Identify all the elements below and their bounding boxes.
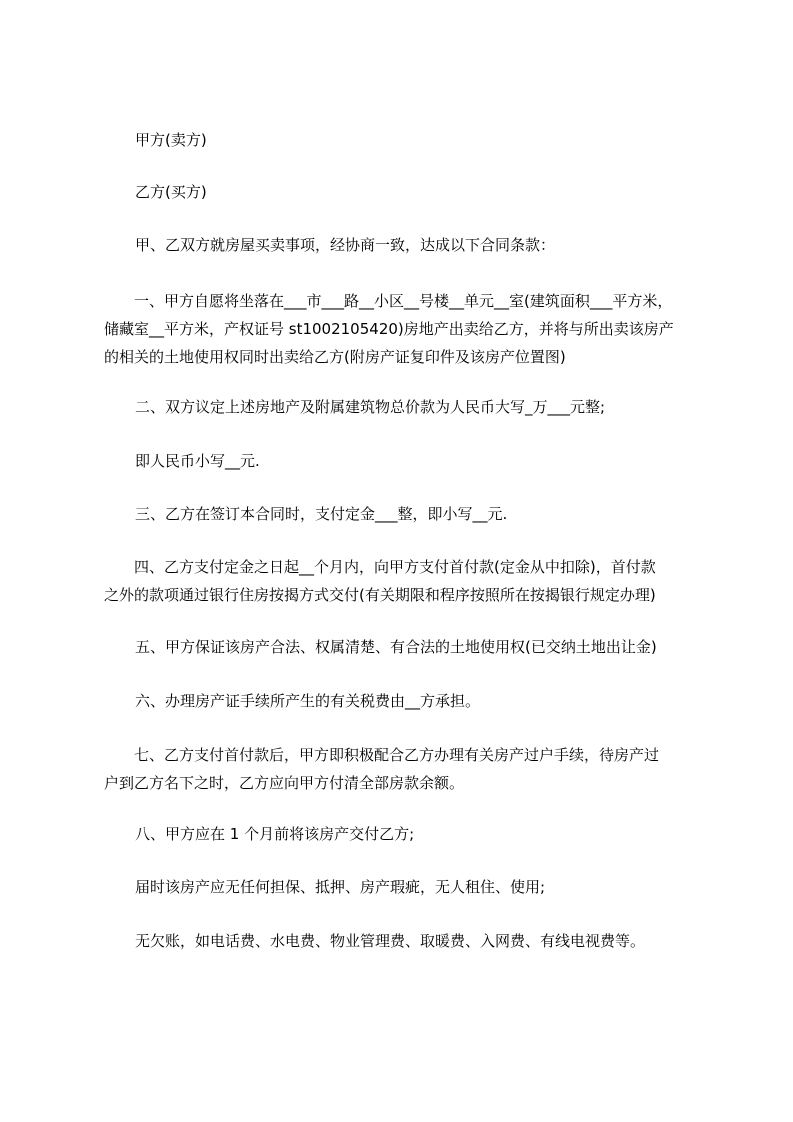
clause-6: 六、办理房产证手续所产生的有关税费由__方承担。 bbox=[135, 692, 481, 710]
clause-4 bbox=[104, 553, 709, 609]
clause-8-detail-1: 届时该房产应无任何担保、抵押、房产瑕疵，无人租住、使用; bbox=[135, 878, 546, 896]
clause-4-line-1: 四、乙方支付定金之日起__个月内，向甲方支付首付款(定金从中扣除)，首付款 bbox=[134, 558, 656, 576]
clause-1 bbox=[104, 287, 709, 371]
clause-7 bbox=[104, 741, 709, 797]
clause-7-line-2: 户到乙方名下之时，乙方应向甲方付清全部房款余额。 bbox=[104, 774, 465, 792]
clause-2: 二、双方议定上述房地产及附属建筑物总价款为人民币大写_万___元整; bbox=[135, 398, 606, 416]
clause-8-detail-2: 无欠账，如电话费、水电费、物业管理费、取暖费、入网费、有线电视费等。 bbox=[135, 932, 646, 950]
party-a-line: 甲方(卖方) bbox=[135, 131, 207, 149]
clause-3: 三、乙方在签订本合同时，支付定金___整，即小写__元. bbox=[135, 505, 508, 523]
clause-2-amount: 即人民币小写__元. bbox=[135, 452, 260, 470]
clause-7-line-1: 七、乙方支付首付款后，甲方即积极配合乙方办理有关房产过户手续，待房产过 bbox=[134, 746, 660, 764]
party-b-line: 乙方(买方) bbox=[135, 183, 207, 201]
clause-5: 五、甲方保证该房产合法、权属清楚、有合法的土地使用权(已交纳土地出让金) bbox=[135, 638, 657, 656]
clause-1-line-1: 一、甲方自愿将坐落在___市___路__小区__号楼__单元__室(建筑面积___平方米， bbox=[134, 292, 673, 310]
intro-line: 甲、乙双方就房屋买卖事项，经协商一致，达成以下合同条款： bbox=[135, 236, 556, 254]
clause-4-line-2: 之外的款项通过银行住房按揭方式交付(有关期限和程序按照所在按揭银行规定办理) bbox=[104, 586, 656, 604]
clause-1-line-2: 储藏室__平方米，产权证号 st1002105420)房地产出卖给乙方，并将与所出卖该房产 bbox=[104, 320, 674, 338]
clause-8: 八、甲方应在 1 个月前将该房产交付乙方; bbox=[135, 825, 415, 843]
clause-1-line-3: 的相关的土地使用权同时出卖给乙方(附房产证复印件及该房产位置图) bbox=[104, 348, 566, 366]
